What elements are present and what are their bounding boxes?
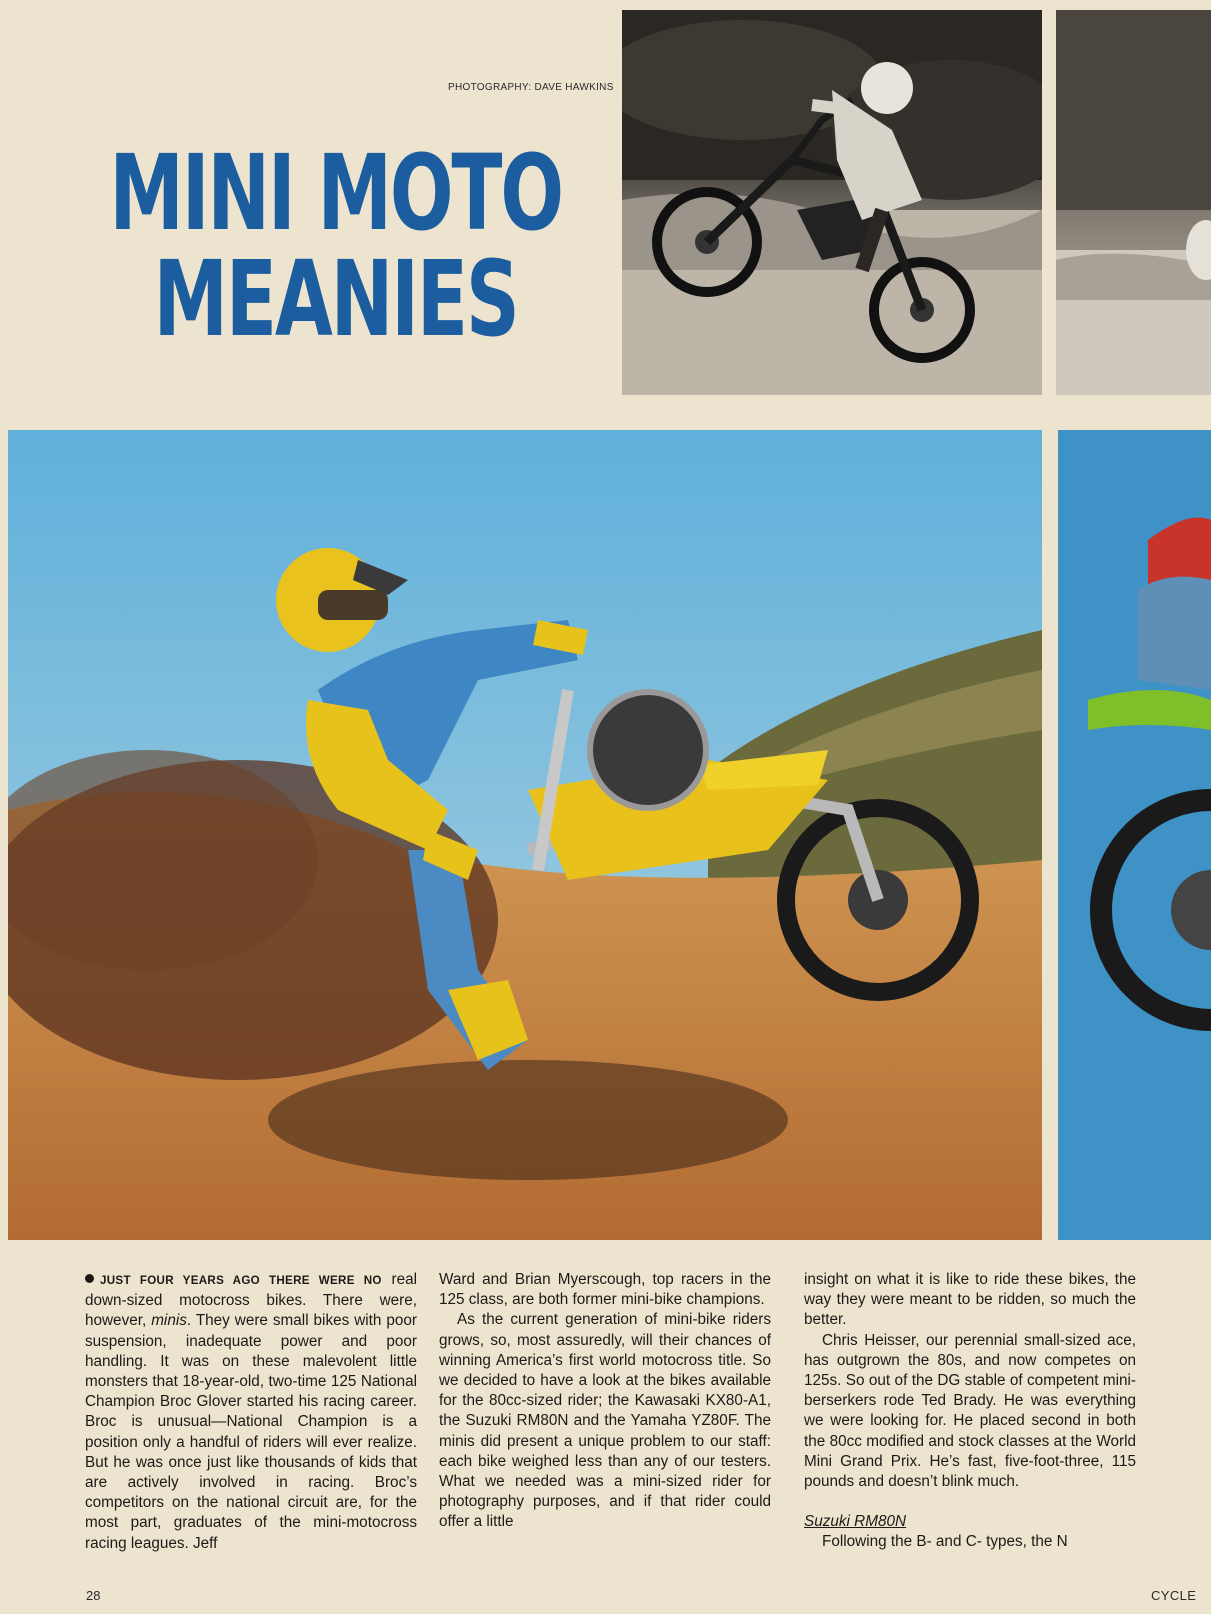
photo-side-rider [1058, 430, 1211, 1240]
lead-in: JUST FOUR YEARS AGO THERE WERE NO [100, 1274, 382, 1287]
paragraph-4: insight on what it is like to ride these bikes, the way they were meant to be ridden, so much the better. [804, 1271, 1136, 1329]
text-column-1 [85, 1270, 417, 1554]
bullet-icon [85, 1274, 94, 1283]
subhead-suzuki: Suzuki RM80N [804, 1513, 907, 1531]
magazine-name: CYCLE [1151, 1588, 1197, 1603]
paragraph-2: Ward and Brian Myerscough, top racers in the 125 class, are both former mini-bike champions. [439, 1271, 771, 1309]
photo-bw-partial-illustration [1056, 10, 1211, 395]
paragraph-6: Following the B- and C- types, the N [822, 1533, 1068, 1551]
photo-bw-partial [1056, 10, 1211, 395]
paragraph-3: As the current generation of mini-bike riders grows, so, most assuredly, will their chances of winning America’s first world motocross title. So we decided to have a look at the bikes available for the 80cc-sized rider; the Kawasaki KX80-A1, the Suzuki RM80N and the Yamaha YZ80F. The minis did present a unique problem to our staff: each bike weighed less than any of our testers. What we needed was a mini-sized rider for photography purposes, and if that rider could offer a little [439, 1311, 771, 1531]
photo-wheelie-bw [622, 10, 1042, 395]
page-number: 28 [86, 1588, 101, 1603]
photo-credit: PHOTOGRAPHY: DAVE HAWKINS [448, 82, 614, 93]
photo-main-rider [8, 430, 1042, 1240]
photo-main-illustration [8, 430, 1042, 1240]
paragraph-intro [85, 1270, 417, 1554]
intro-text-em: minis [151, 1312, 187, 1330]
title-line-2: MEANIES [153, 238, 518, 360]
text-column-3 [804, 1270, 1136, 1553]
paragraph-5: Chris Heisser, our perennial small-sized ace, has outgrown the 80s, and now competes on 125s. So out of the DG stable of competent mini-berserkers rode Ted Brady. He was everything we were looking for. He placed second in both the 80cc modified and stock classes at the World Mini Grand Prix. He’s fast, five-foot-three, 115 pounds and doesn’t blink much. [804, 1331, 1136, 1491]
intro-text-b: . They were small bikes with poor suspension, inadequate power and poor handling. It was on these malevolent little monsters that 18-year-old, two-time 125 National Champion Broc Glover started his racing career. Broc is unusual—National Champion is a position only a handful of riders will ever realize. But he was once just like thousands of kids that are actively involved in racing. Broc’s competitors on the national circuit are, for the most part, graduates of the mini-motocross racing leagues. Jeff [85, 1312, 417, 1552]
photo-wheelie-illustration [622, 10, 1042, 395]
article-title [62, 132, 609, 360]
photo-side-illustration [1058, 430, 1211, 1240]
text-column-2 [439, 1270, 771, 1533]
title-line-1: MINI MOTO [109, 132, 562, 254]
intro-text-a: real down-sized motocross bikes. There were, however, [85, 1271, 418, 1330]
